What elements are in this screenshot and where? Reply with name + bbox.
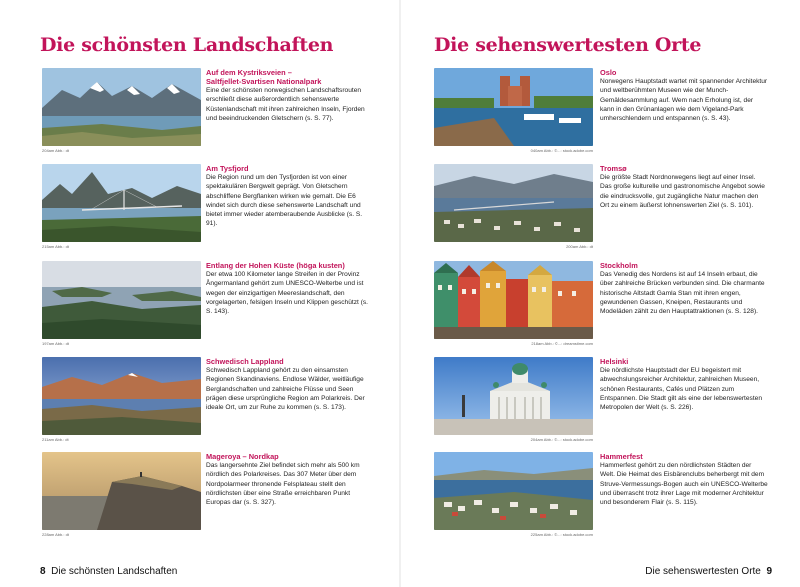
page-heading: Die sehenswertesten Orte [434, 34, 702, 56]
city-entry [434, 357, 800, 449]
entry-description: Das langersehnte Ziel befindet sich mehr als 500 km nördlich des Polarkreises. Das 307 Meter über dem Nordpolarmeer thronende Felsplateau stellt den nördlichsten über eine Straße erreichbaren Punkt Europas dar (s. S. 327). [206, 462, 360, 507]
photo-credit: 200am Abb.: dt [566, 244, 593, 249]
entry-title: Am Tysfjord [206, 164, 249, 173]
entry-text-block [206, 261, 374, 316]
entry-description: Das Venedig des Nordens ist auf 14 Inseln erbaut, die über zahlreiche Brücken verbunden sind. Die charmante historische Altstadt Gamla Stan mit ihren engen, gewundenen Gassen, Kneipen, Restaurants und Modeläden zählt zu den Hauptattraktionen (s. S. 128). [600, 271, 765, 316]
right-page [420, 0, 800, 587]
entry-text-block [600, 357, 768, 412]
photo-credit: 204am Abb.: ©...: stock.adobe.com [530, 437, 593, 442]
lappland-photo [42, 357, 201, 435]
photo-credit: 211am Abb.: dt [42, 437, 69, 442]
landscape-entry [42, 261, 422, 353]
page-gutter [399, 0, 401, 587]
photo-credit: 228am Abb.: dt [42, 532, 69, 537]
entry-description: Schwedisch Lappland gehört zu den einsamsten Regionen Skandinaviens. Endlose Wälder, weitläufige Berglandschaften und zahlreiche Flüsse und Seen prägen diese ursprüngliche Region am Polarkreis. Der ideale Ort, um zur Ruhe zu kommen (s. S. 173). [206, 367, 365, 412]
entry-title: Entlang der Hohen Küste (höga kusten) [206, 261, 345, 270]
entry-title: Hammerfest [600, 452, 643, 461]
landscape-entry [42, 68, 422, 160]
entry-text-block [600, 452, 768, 507]
entry-description: Die Region rund um den Tysfjorden ist von einer spektakulären Bergwelt geprägt. Von Gletschern abschliffene Bergflanken wirken wie gemalt. Die E6 windet sich durch diese sehenswerte Landschaft und bietet immer wieder atemberaubende Ausblicke (s. S. 91). [206, 174, 363, 228]
page-footer [645, 566, 772, 577]
page-number: 8 [40, 566, 46, 577]
city-entry [434, 452, 800, 544]
entry-title: Auf dem Kystriksveien – Saltfjellet-Svartisen Nationalpark [206, 68, 322, 86]
landscape-entry [42, 164, 422, 256]
tromso-photo [434, 164, 593, 242]
hammerfest-photo [434, 452, 593, 530]
photo-credit: 204am Abb.: dt [42, 148, 69, 153]
page-number: 9 [766, 566, 772, 577]
city-entry [434, 68, 800, 160]
entry-text-block [600, 68, 768, 123]
photo-credit: 197am Abb.: dt [42, 341, 69, 346]
footer-title: Die sehenswertesten Orte [645, 566, 761, 577]
entry-text-block [206, 452, 374, 507]
city-entry [434, 164, 800, 256]
page-footer [40, 566, 177, 577]
entry-description: Eine der schönsten norwegischen Landschaftsrouten erschließt diese außerordentlich sehenswerte Küstenlandschaft mit ihren zahlreichen Inseln, Fjorden und beeindruckenden Gletschern (s. S. 77). [206, 87, 365, 122]
entry-description: Die größte Stadt Nordnorwegens liegt auf einer Insel. Das große kulturelle und gastronomische Angebot sowie die eindrucksvolle, gut zugängliche Natur machen den Ort zu einem äußerst lohnenswerten Ziel (s. S. 101). [600, 174, 765, 209]
hoga-kusten-photo [42, 261, 201, 339]
stockholm-photo [434, 261, 593, 339]
entry-description: Die nördlichste Hauptstadt der EU begeistert mit abwechslungsreicher Architektur, zahlreichen Museen, schönen Restaurants, Cafés und Plätzen zum Entspannen. Die Stadt gilt als eine der lebenswertesten Metropolen der Welt (s. S. 226). [600, 367, 763, 412]
entry-title: Oslo [600, 68, 617, 77]
entry-description: Norwegens Hauptstadt wartet mit spannender Architektur und weltberühmten Museen wie der Munch-Gemäldesammlung auf. Wem nach Erholung ist, der kann in den Grünanlagen wie dem Vigeland-Park umherschlendern und entspannen (s. S. 43). [600, 78, 768, 123]
nordkap-photo [42, 452, 201, 530]
landscape-entry [42, 357, 422, 449]
entry-description: Der etwa 100 Kilometer lange Streifen in der Provinz Ångermanland gehört zum UNESCO-Welterbe und ist wegen der einzigartigen Meereslandschaft, den vorgelagerten, felsigen Inseln und Klippen geschützt (s. S. 143). [206, 271, 369, 316]
entry-title: Stockholm [600, 261, 638, 270]
entry-text-block [206, 164, 374, 229]
photo-credit: 040am Abb.: ©...: stock.adobe.com [530, 148, 593, 153]
entry-text-block [206, 68, 374, 123]
left-page [0, 0, 380, 587]
city-entry [434, 261, 800, 353]
entry-title: Tromsø [600, 164, 627, 173]
entry-title: Mageroya – Nordkap [206, 452, 279, 461]
entry-text-block [206, 357, 374, 412]
tysfjord-photo [42, 164, 201, 242]
landscape-entry [42, 452, 422, 544]
oslo-photo [434, 68, 593, 146]
photo-credit: 215am Abb.: dt [42, 244, 69, 249]
entry-description: Hammerfest gehört zu den nördlichsten Städten der Welt. Die Heimat des Eisbärenclubs beherbergt mit dem Struve-Vermessungs-Bogen auch ein UNESCO-Welterbe und überrascht trotz ihrer Lage mit moderner Architektur und besonderem Flair (s. S. 115). [600, 462, 768, 507]
entry-text-block [600, 164, 768, 210]
entry-text-block [600, 261, 768, 316]
photo-credit: 225am Abb.: ©...: stock.adobe.com [530, 532, 593, 537]
kystriksveien-photo [42, 68, 201, 146]
entry-title: Schwedisch Lappland [206, 357, 284, 366]
page-heading: Die schönsten Landschaften [40, 34, 334, 56]
footer-title: Die schönsten Landschaften [51, 566, 178, 577]
entry-title: Helsinki [600, 357, 629, 366]
helsinki-photo [434, 357, 593, 435]
photo-credit: 218am Abb.: ©...: dreamstime.com [531, 341, 593, 346]
